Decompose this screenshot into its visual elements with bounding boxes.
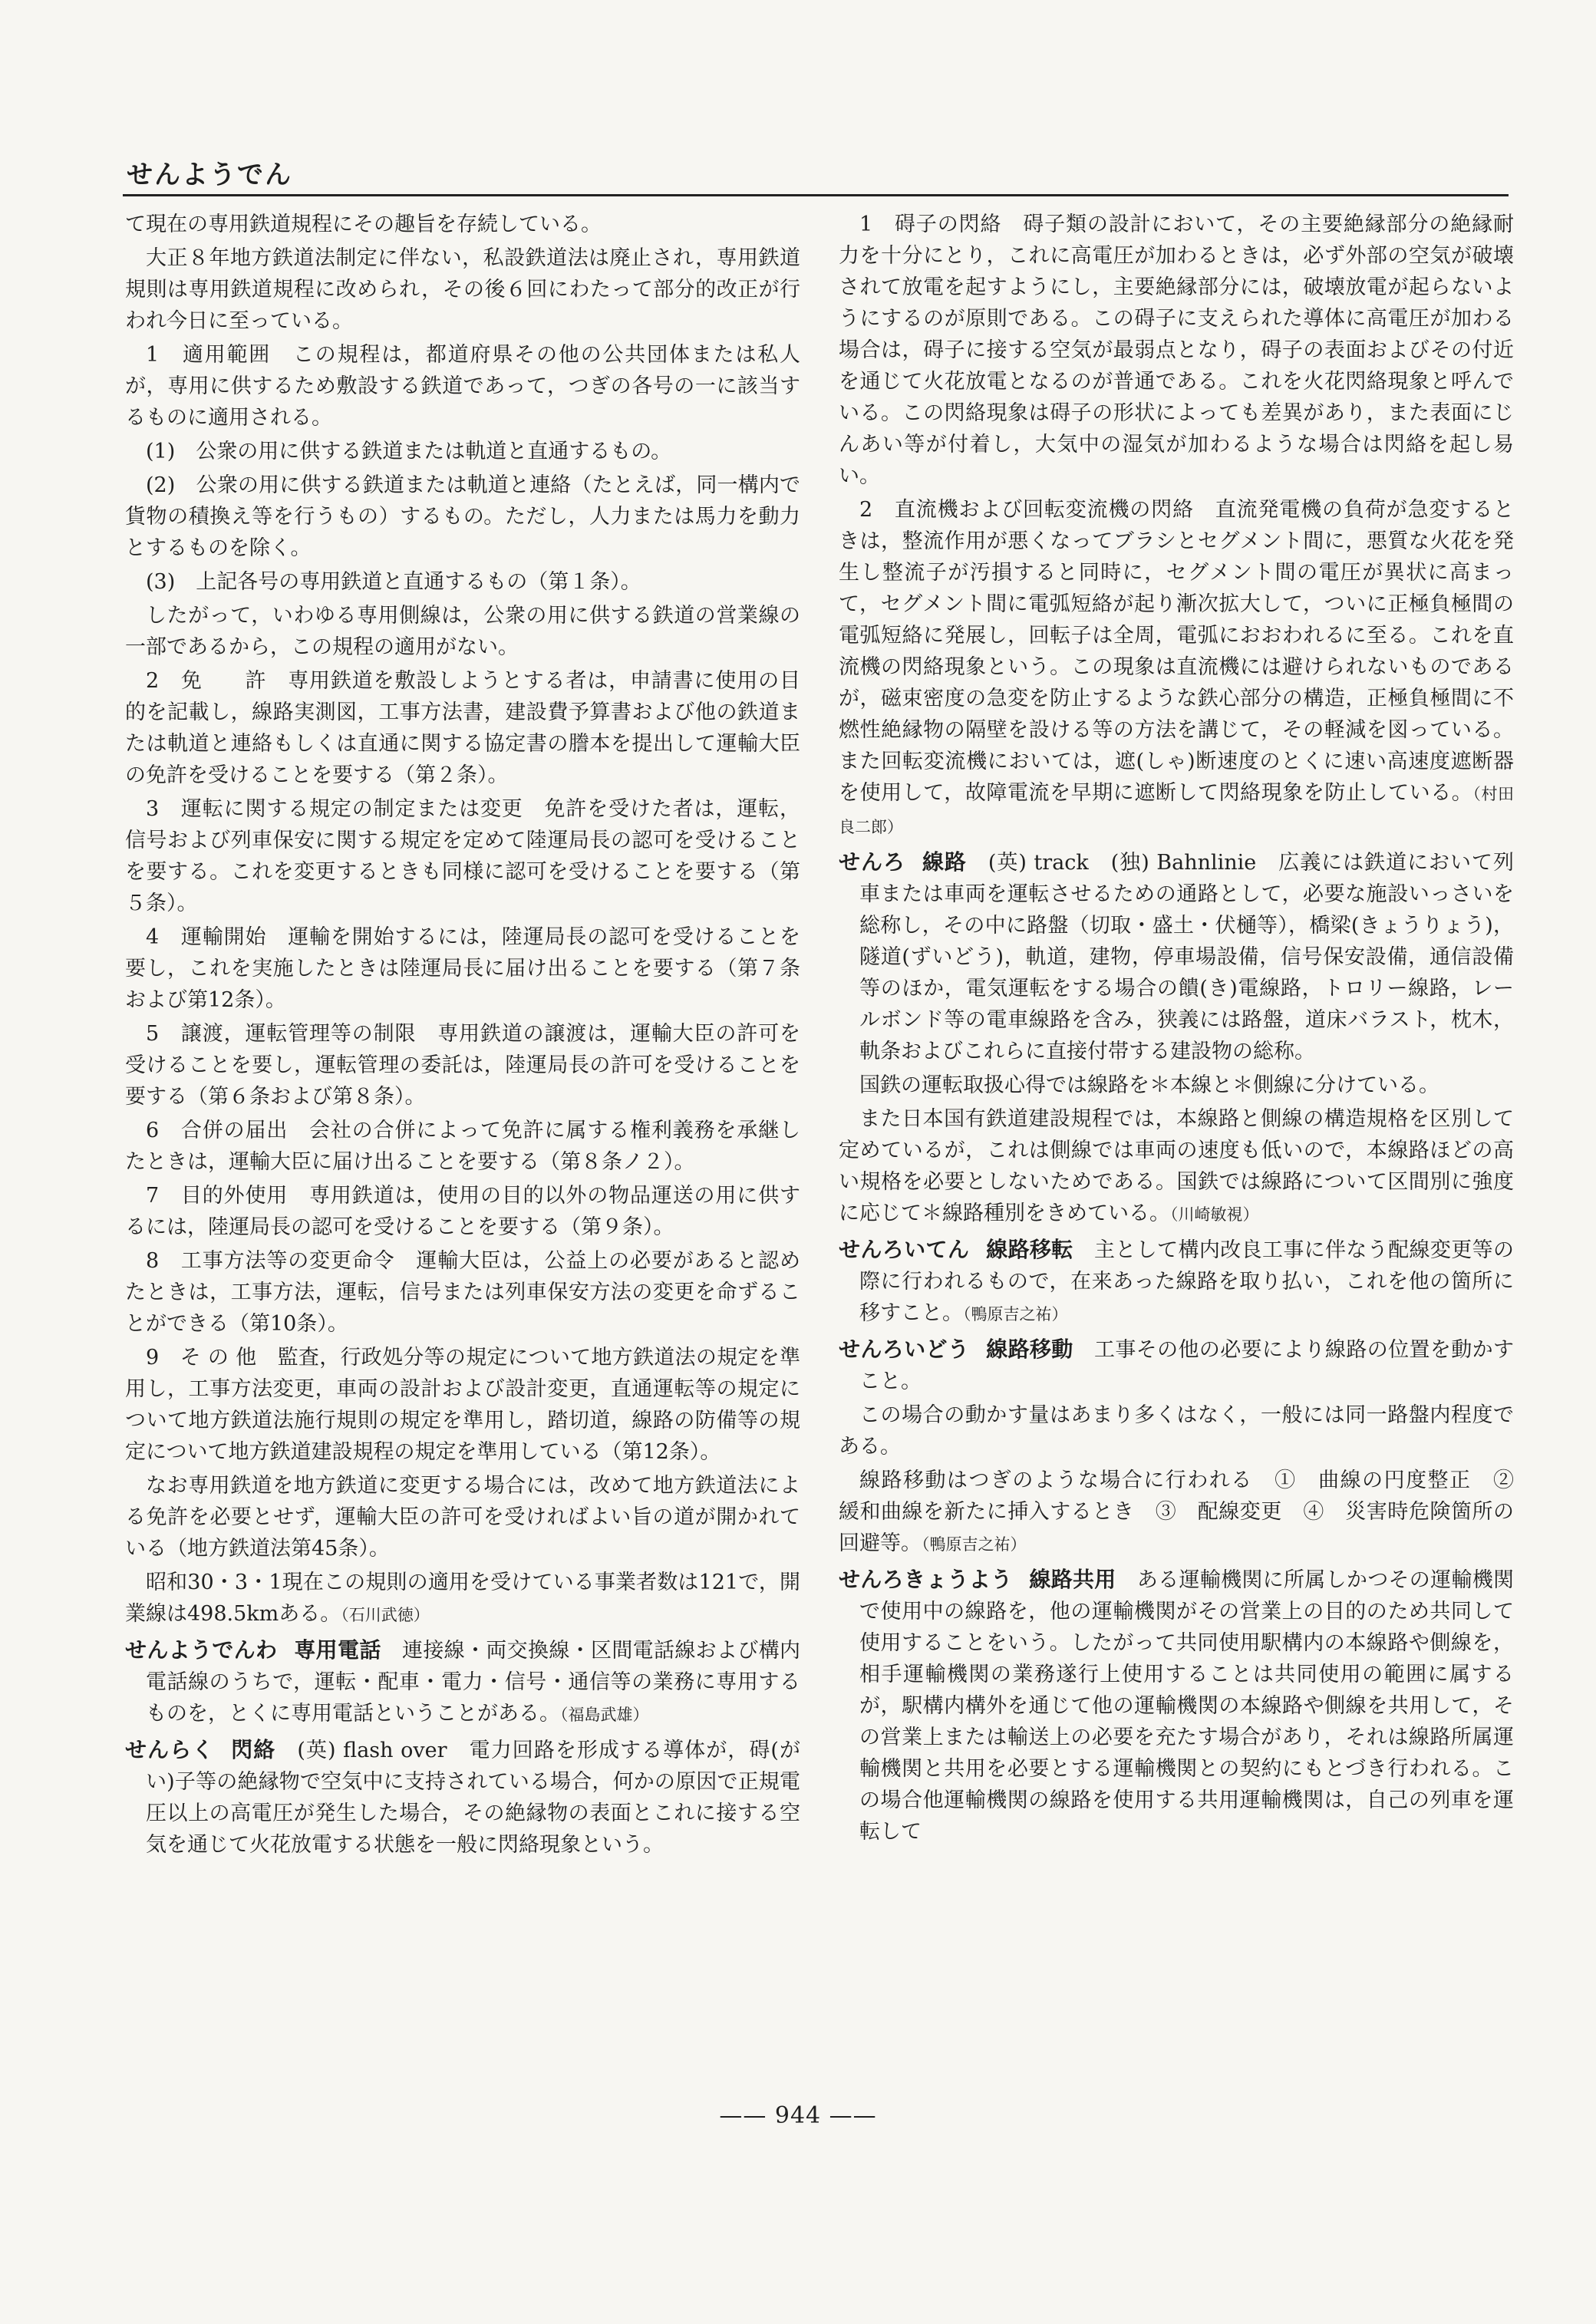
paragraph-text: 線路移動はつぎのような場合に行われる ① 曲線の円度整正 ② 緩和曲線を新たに挿入するとき ③ 配線変更 ④ 災害時危険箇所の回避等。: [839, 1469, 1535, 1555]
author-credit: （福島武雄）: [560, 1706, 649, 1724]
dictionary-entry: [839, 846, 1514, 1067]
paragraph: て現在の専用鉄道規程にその趣旨を存続している。: [125, 213, 602, 236]
paragraph: 国鉄の運転取扱心得では線路を＊本線と＊側線に分けている。: [859, 1073, 1439, 1097]
paragraph: 7 目的外使用 専用鉄道は，使用の目的以外の物品運送の用に供するには，陸運局長の認可を受けることを要する（第９条）。: [125, 1184, 800, 1239]
entry-keyword: 線路移転: [986, 1237, 1073, 1262]
paragraph: この場合の動かす量はあまり多くはなく，一般には同一路盤内程度である。: [839, 1403, 1514, 1459]
paragraph: (3) 上記各号の専用鉄道と直通するもの（第１条）。: [146, 570, 641, 594]
entry-keyword: 線路共用: [1029, 1567, 1116, 1592]
paragraph: 2 免 許 専用鉄道を敷設しようとする者は，申請書に使用の目的を記載し，線路実測図，工事方法書，建設費予算書および他の鉄道または軌道と連絡もしくは直通に関する協定書の謄本を提出して運輸大臣の免許を受けることを要する（第２条）。: [125, 669, 800, 787]
entry-headword: せんろきょうよう: [839, 1567, 1013, 1592]
paragraph: なお専用鉄道を地方鉄道に変更する場合には，改めて地方鉄道法による免許を必要とせず，運輸大臣の許可を受ければよい旨の道が開かれている（地方鉄道法第45条）。: [125, 1474, 800, 1561]
paragraph: 大正８年地方鉄道法制定に伴ない，私設鉄道法は廃止され，専用鉄道規則は専用鉄道規程に改められ，その後６回にわたって部分的改正が行われ今日に至っている。: [125, 246, 800, 333]
entry-text: ある運輸機関に所属しかつその運輸機関で使用中の線路を，他の運輸機関がその営業上の目的のため共同して使用することをいう。したがって共同使用駅構内の本線路や側線を，相手運輸機関の業務遂行上使用することは共同使用の範囲に属するが，駅構内構外を通じて他の運輸機関の本線路や側線を共用して，その営業上または輸送上の必要を充たす場合があり，それは線路所属運輸機関と共用を必要とする運輸機関との契約にもとづき行われる。この場合他運輸機関の線路を使用する共用運輸機関は，自己の列車を運転して: [859, 1568, 1514, 1844]
dictionary-entry: [839, 1234, 1514, 1330]
author-credit: （鴨原吉之祐）: [922, 1535, 1027, 1554]
page-number: —— 944 ——: [719, 2102, 877, 2129]
left-column: [125, 209, 800, 1863]
paragraph-text: 昭和30・3・1現在この規則の適用を受けている事業者数は121で，開業線は498.5kmある。: [125, 1571, 800, 1626]
running-head: せんようでん: [127, 160, 292, 190]
entry-keyword: 線路: [922, 849, 967, 875]
entry-keyword: 閃絡: [231, 1737, 276, 1762]
paragraph: (1) 公衆の用に供する鉄道または軌道と直通するもの。: [146, 440, 672, 463]
dictionary-entry: [839, 1333, 1514, 1397]
paragraph: 3 運転に関する規定の制定または変更 免許を受けた者は，運転，信号および列車保安に関する規定を定めて陸運局長の認可を受けることを要する。これを変更するときも同様に認可を受けることを要する（第５条）。: [125, 797, 800, 915]
paragraph: 9 そ の 他 監査，行政処分等の規定について地方鉄道法の規定を準用し，工事方法変更，車両の設計および設計変更，直通運転等の規定について地方鉄道法施行規則の規定を準用し，踏切道，線路の防備等の規定について地方鉄道建設規程の規定を準用している（第12条）。: [125, 1346, 800, 1464]
entry-keyword: 線路移動: [986, 1337, 1073, 1362]
paragraph: 1 碍子の閃絡 碍子類の設計において，その主要絶縁部分の絶縁耐力を十分にとり，これに高電圧が加わるときは，必ず外部の空気が破壊されて放電を起すようにし，主要絶縁部分には，破壊放電が起らないようにするのが原則である。この碍子に支えられた導体に高電圧が加わる場合は，碍子に接する空気が最弱点となり，碍子の表面およびその付近を通じて火花放電となるのが普通である。これを火花閃絡現象と呼んでいる。この閃絡現象は碍子の形状によっても差異があり，また表面にじんあい等が付着し，大気中の湿気が加わるような場合は閃絡を起し易い。: [839, 213, 1514, 488]
paragraph: 1 適用範囲 この規程は，都道府県その他の公共団体または私人が，専用に供するため敷設する鉄道であって，つぎの各号の一に該当するものに適用される。: [125, 343, 800, 430]
paragraph: したがって，いわゆる専用側線は，公衆の用に供する鉄道の営業線の一部であるから，この規程の適用がない。: [125, 604, 800, 659]
dictionary-entry: [839, 1564, 1514, 1848]
entry-text: (英) flash over 電力回路を形成する導体が，碍(がい)子等の絶縁物で空気中に支持されている場合，何かの原因で正規電圧以上の高電圧が発生した場合，その絶縁物の表面とこれに接する空気を通じて火花放電する状態を一般に閃絡現象という。: [146, 1739, 800, 1857]
author-credit: （石川武徳）: [341, 1606, 430, 1624]
paragraph: 4 運輸開始 運輸を開始するには，陸運局長の認可を受けることを要し，これを実施したときは陸運局長に届け出ることを要する（第７条および第12条）。: [125, 925, 800, 1012]
dictionary-entry: [125, 1734, 800, 1861]
entry-headword: せんろいどう: [839, 1337, 970, 1362]
author-credit: （鴨原吉之祐）: [963, 1305, 1068, 1324]
entry-keyword: 専用電話: [294, 1637, 381, 1663]
author-credit: （川崎敏視）: [1170, 1205, 1259, 1224]
right-column: [839, 209, 1535, 1850]
dictionary-entry: [125, 1634, 800, 1731]
entry-headword: せんようでんわ: [125, 1637, 278, 1663]
entry-headword: せんらく: [125, 1737, 215, 1762]
paragraph: [125, 1567, 800, 1631]
paragraph: 6 合併の届出 会社の合併によって免許に属する権利義務を承継したときは，運輸大臣に届け出ることを要する（第８条ノ２）。: [125, 1119, 800, 1174]
entry-headword: せんろ: [839, 849, 905, 875]
paragraph: 5 譲渡，運転管理等の制限 専用鉄道の譲渡は，運輸大臣の許可を受けることを要し，運転管理の委託は，陸運局長の許可を受けることを要する（第６条および第８条）。: [125, 1022, 800, 1109]
paragraph: (2) 公衆の用に供する鉄道または軌道と連絡（たとえば，同一構内で貨物の積換え等を行うもの）するもの。ただし，人力または馬力を動力とするものを除く。: [125, 473, 800, 560]
entry-text: 主として構内改良工事に伴なう配線変更等の際に行われるもので，在来あった線路を取り払い，これを他の箇所に移すこと。: [859, 1238, 1514, 1325]
paragraph-text: 2 直流機および回転変流機の閃絡 直流発電機の負荷が急変するときは，整流作用が悪くなってブラシとセグメント間に，悪質な火花を発生し整流子が汚損すると同時に，セグメント間の電圧が異状に高まって，セグメント間に電弧短絡が起り漸次拡大して，ついに正極負極間の電弧短絡に発展し，回転子は全周，電弧におおわれるに至る。これを直流機の閃絡現象という。この現象は直流機には避けられないものであるが，磁束密度の急変を防止するような鉄心部分の構造，正極負極間に不燃性絶縁物の隔壁を設ける等の方法を講じて，その軽減を図っている。また回転変流機においては，遮(しゃ)断速度のとくに速い高速度遮断器を使用して，故障電流を早期に遮断して閃絡現象を防止している。: [839, 498, 1514, 805]
entry-text: 工事その他の必要により線路の位置を動かすこと。: [859, 1338, 1514, 1393]
paragraph: [839, 1103, 1514, 1231]
header-rule: [123, 194, 1509, 196]
paragraph: 8 工事方法等の変更命令 運輸大臣は，公益上の必要があると認めたときは，工事方法，運転，信号または列車保安方法の変更を命ずることができる（第10条）。: [125, 1249, 800, 1336]
entry-text: (英) track (独) Bahnlinie 広義には鉄道において列車または車両を運転させるための通路として，必要な施設いっさいを総称し，その中に路盤（切取・盛土・伏樋等），橋梁(きょうりょう)，隧道(ずいどう)，軌道，建物，停車場設備，信号保安設備，通信設備等のほか，電気運転をする場合の饋(き)電線路，トロリー線路，レールボンド等の電車線路を含み，狭義には路盤，道床バラスト，枕木，軌条およびこれらに直接付帯する建設物の総称。: [859, 851, 1514, 1063]
author-credit: （村田良二郎）: [839, 785, 1515, 836]
paragraph: [839, 494, 1514, 843]
entry-headword: せんろいてん: [839, 1237, 970, 1262]
paragraph: [839, 1465, 1535, 1561]
entry-text: 連接線・両交換線・区間電話線および構内電話線のうちで，運転・配車・電力・信号・通信等の業務に専用するものを，とくに専用電話ということがある。: [146, 1639, 800, 1726]
paragraph-text: また日本国有鉄道建設規程では，本線路と側線の構造規格を区別して定めているが，これは側線では車両の速度も低いので，本線路ほどの高い規格を必要としないためである。国鉄では線路について区間別に強度に応じて＊線路種別をきめている。: [839, 1107, 1514, 1225]
